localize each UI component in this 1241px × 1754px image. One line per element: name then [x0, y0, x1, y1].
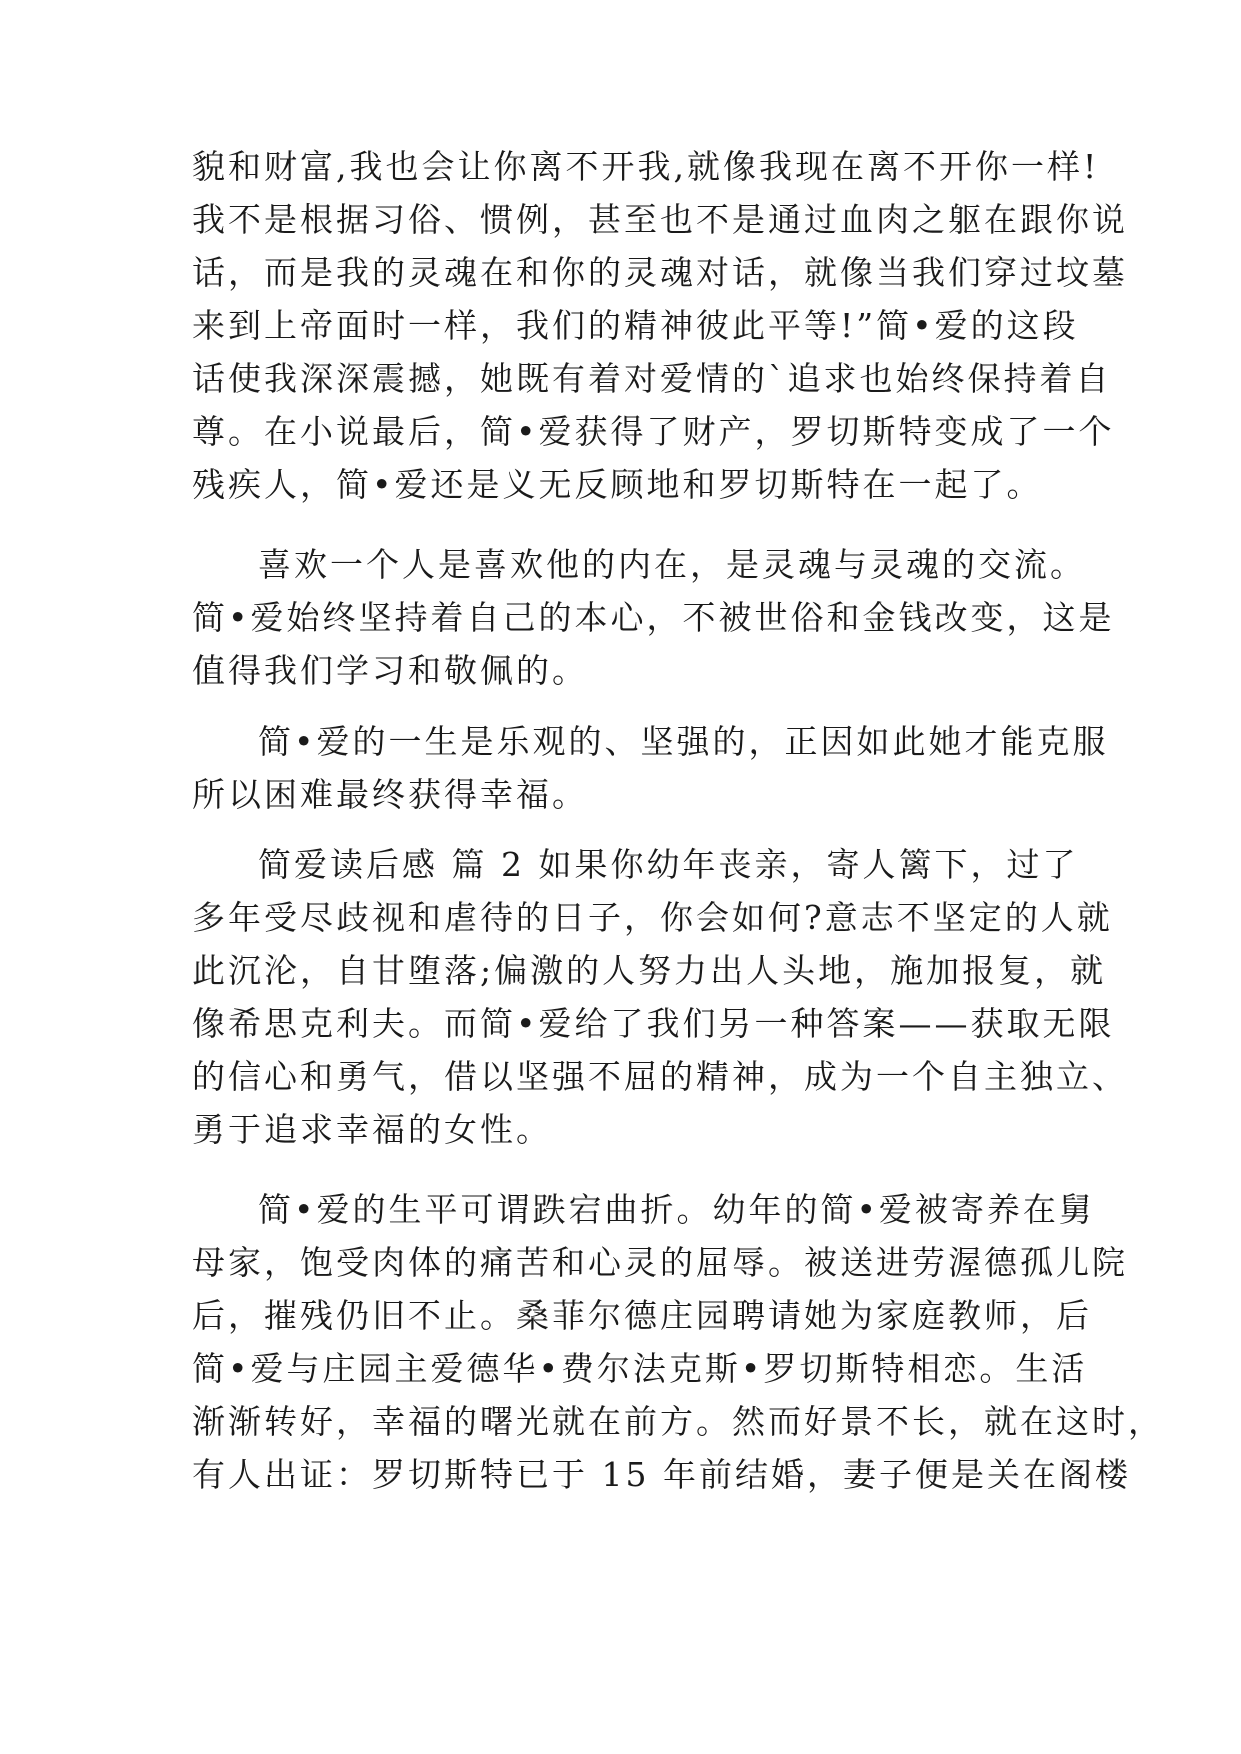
text-line: 多年受尽歧视和虐待的日子，你会如何?意志不坚定的人就	[192, 898, 1113, 937]
text-line: 渐渐转好，幸福的曙光就在前方。然而好景不长，就在这时，	[192, 1402, 1164, 1441]
paragraph-first-line: 简•爱的一生是乐观的、坚强的，正因如此她才能克服	[258, 722, 1109, 761]
text-line: 来到上帝面时一样，我们的精神彼此平等!”简•爱的这段	[192, 306, 1079, 345]
text-line: 后，摧残仍旧不止。桑菲尔德庄园聘请她为家庭教师，后	[192, 1296, 1092, 1335]
text-line: 尊。在小说最后，简•爱获得了财产，罗切斯特变成了一个	[192, 412, 1115, 451]
text-line: 我不是根据习俗、惯例，甚至也不是通过血肉之躯在跟你说	[192, 200, 1128, 239]
text-line: 所以困难最终获得幸福。	[192, 775, 588, 814]
text-line: 话使我深深震撼，她既有着对爱情的`追求也始终保持着自	[192, 359, 1112, 398]
text-line: 有人出证：罗切斯特已于 15 年前结婚，妻子便是关在阁楼	[192, 1455, 1131, 1494]
text-line: 勇于追求幸福的女性。	[192, 1110, 552, 1149]
text-line: 话，而是我的灵魂在和你的灵魂对话，就像当我们穿过坟墓	[192, 253, 1128, 292]
text-line: 貌和财富,我也会让你离不开我,就像我现在离不开你一样!	[192, 147, 1100, 186]
section-heading-line: 简爱读后感 篇 2 如果你幼年丧亲，寄人篱下，过了	[258, 845, 1079, 884]
text-line: 值得我们学习和敬佩的。	[192, 651, 588, 690]
paragraph-first-line: 喜欢一个人是喜欢他的内在，是灵魂与灵魂的交流。	[258, 545, 1086, 584]
text-line: 此沉沦，自甘堕落;偏激的人努力出人头地，施加报复，就	[192, 951, 1107, 990]
text-line: 简•爱与庄园主爱德华•费尔法克斯•罗切斯特相恋。生活	[192, 1349, 1088, 1388]
text-line: 的信心和勇气，借以坚强不屈的精神，成为一个自主独立、	[192, 1057, 1128, 1096]
text-line: 像希思克利夫。而简•爱给了我们另一种答案——获取无限	[192, 1004, 1115, 1043]
paragraph-first-line: 简•爱的生平可谓跌宕曲折。幼年的简•爱被寄养在舅	[258, 1190, 1095, 1229]
text-line: 简•爱始终坚持着自己的本心，不被世俗和金钱改变，这是	[192, 598, 1115, 637]
text-line: 残疾人，简•爱还是义无反顾地和罗切斯特在一起了。	[192, 465, 1043, 504]
text-line: 母家，饱受肉体的痛苦和心灵的屈辱。被送进劳渥德孤儿院	[192, 1243, 1128, 1282]
